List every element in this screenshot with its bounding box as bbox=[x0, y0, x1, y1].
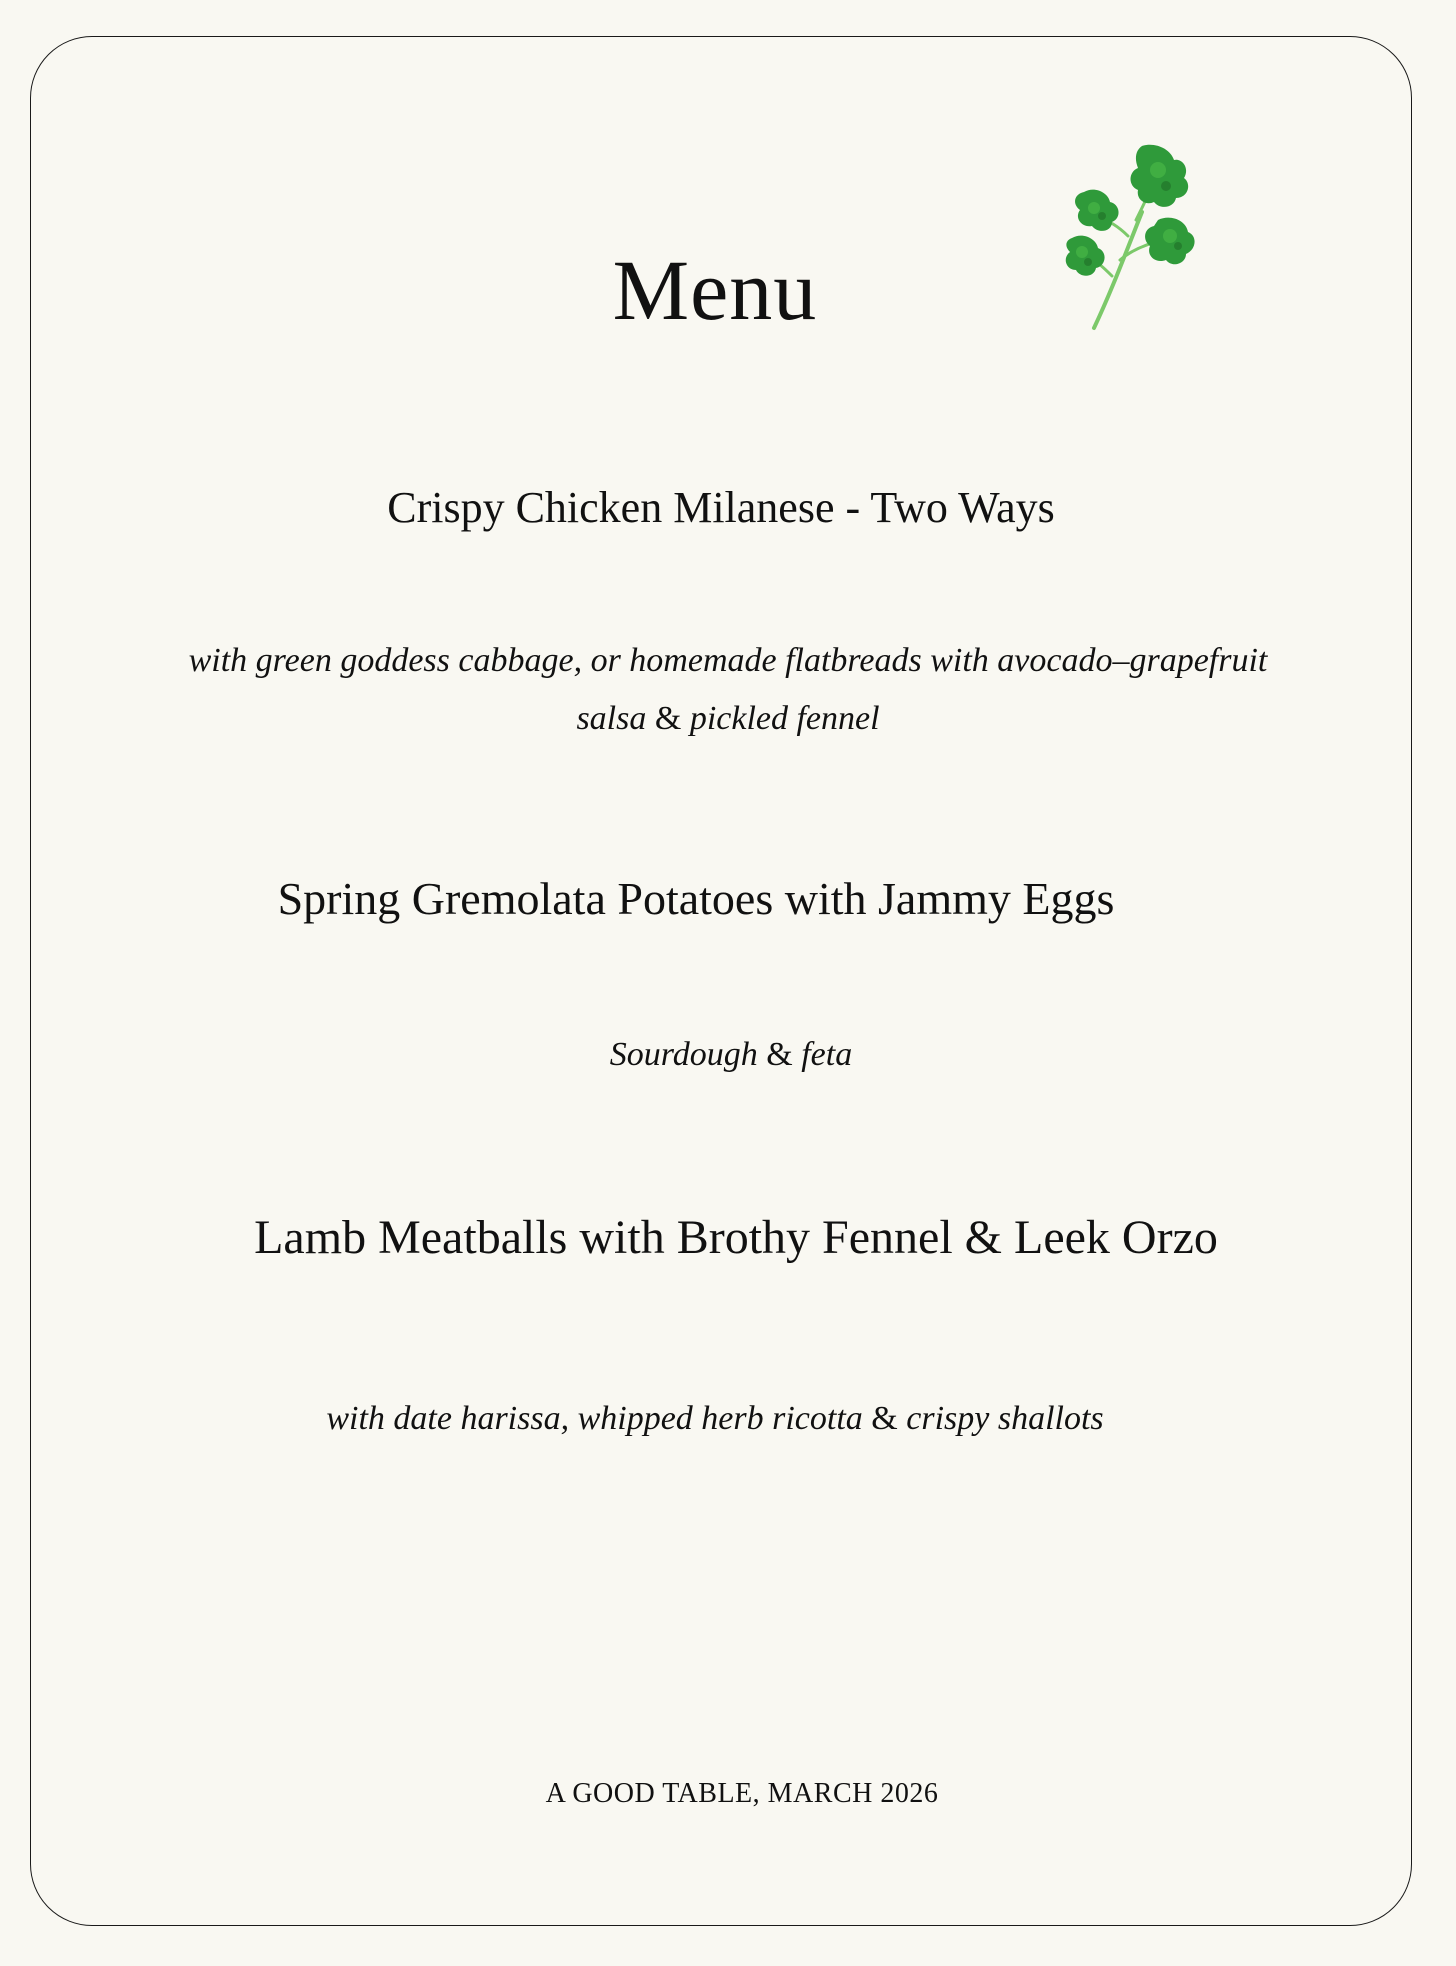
dish-name: Lamb Meatballs with Brothy Fennel & Leek Orzo bbox=[254, 1211, 1218, 1264]
description-text: with green goddess cabbage, or homemade flatbreads with avocado–grapefruit bbox=[188, 642, 1268, 679]
dish-description bbox=[0, 1394, 1430, 1444]
dish-name: Crispy Chicken Milanese - Two Ways bbox=[387, 483, 1055, 532]
description-text: pickled fennel bbox=[681, 700, 880, 737]
description-text: with date harissa, whipped herb ricotta bbox=[326, 1400, 872, 1437]
parsley-sprig-icon bbox=[1062, 140, 1202, 340]
description-text: feta bbox=[792, 1036, 853, 1073]
footer-caption: A GOOD TABLE, MARCH 2026 bbox=[545, 1778, 939, 1809]
description-text: Sourdough bbox=[609, 1036, 767, 1073]
dish-description bbox=[0, 1030, 1456, 1080]
ampersand: & bbox=[766, 1036, 793, 1073]
dish-description bbox=[180, 632, 1276, 748]
ampersand: & bbox=[654, 700, 682, 737]
description-text: crispy shallots bbox=[897, 1400, 1104, 1437]
ampersand: & bbox=[871, 1400, 898, 1437]
menu-title: Menu bbox=[612, 242, 818, 338]
description-text: salsa bbox=[576, 700, 655, 737]
dish-name: Spring Gremolata Potatoes with Jammy Eggs bbox=[277, 873, 1115, 924]
